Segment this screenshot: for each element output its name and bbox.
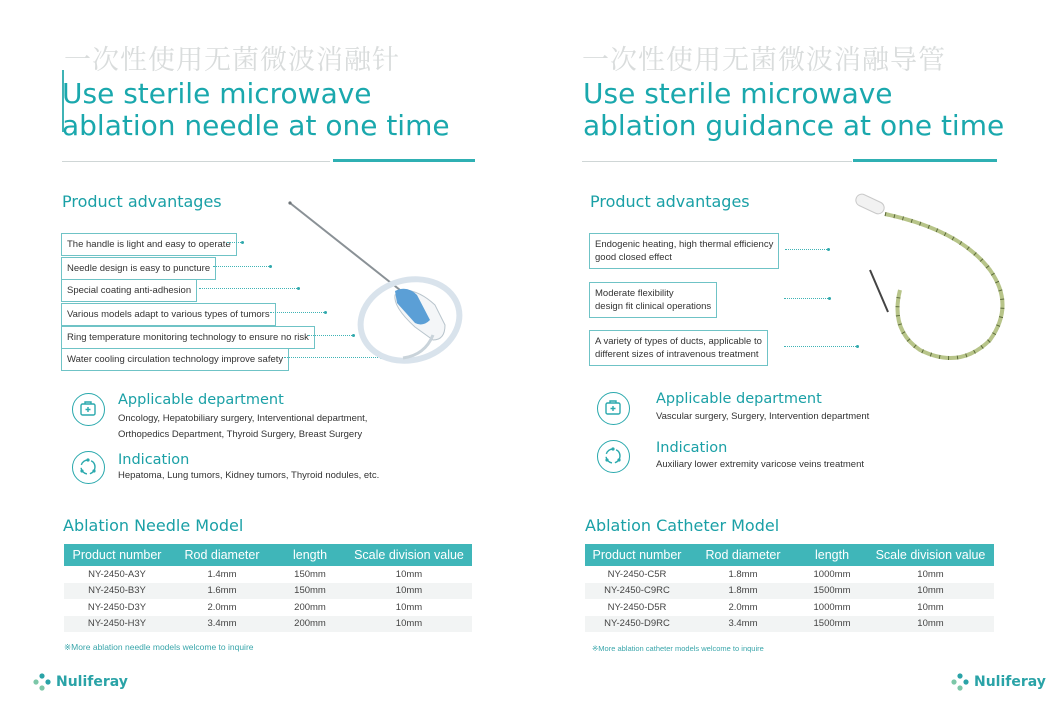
table-row — [64, 566, 472, 583]
english-title-line2: ablation guidance at one time — [583, 109, 1005, 142]
department-line: Orthopedics Department, Thyroid Surgery, Breast Surgery — [118, 429, 363, 440]
logo-text: Nuliferay — [56, 674, 128, 690]
logo-text: Nuliferay — [974, 674, 1046, 690]
footnote: ※More ablation needle models welcome to inquire — [64, 642, 254, 652]
table-cell: 1.8mm — [689, 583, 797, 600]
column-header: Product number — [585, 544, 689, 566]
needle-model-table — [64, 544, 472, 633]
table-cell: 1500mm — [797, 616, 867, 633]
table-cell: 2.0mm — [170, 599, 274, 616]
table-cell: 1.4mm — [170, 566, 274, 583]
indication-title: Indication — [118, 452, 190, 468]
table-row — [585, 566, 994, 583]
column-header: Scale division value — [867, 544, 994, 566]
brand-logo — [32, 672, 128, 692]
indication-text: Hepatoma, Lung tumors, Kidney tumors, Thyroid nodules, etc. — [118, 470, 380, 481]
column-header: length — [274, 544, 346, 566]
table-cell: 10mm — [346, 566, 472, 583]
ablation-needle-image — [285, 195, 465, 370]
department-text: Vascular surgery, Surgery, Intervention department — [656, 411, 870, 422]
indication-title: Indication — [656, 440, 728, 456]
column-header: length — [797, 544, 867, 566]
leader-line — [213, 266, 269, 267]
divider-accent — [853, 159, 997, 162]
leader-line — [784, 298, 828, 299]
divider-accent — [333, 159, 475, 162]
table-cell: 2.0mm — [689, 599, 797, 616]
table-row — [585, 616, 994, 633]
advantage-item — [589, 330, 768, 366]
english-title-line1: Use sterile microwave — [62, 77, 372, 110]
advantage-item: Water cooling circulation technology improve safety — [61, 348, 289, 371]
leader-line — [227, 242, 241, 243]
footnote: ※More ablation catheter models welcome to inquire — [592, 644, 764, 653]
table-cell: 10mm — [867, 583, 994, 600]
first-aid-kit-icon — [72, 393, 105, 426]
model-title: Ablation Needle Model — [63, 516, 244, 535]
advantage-item: The handle is light and easy to operate — [61, 233, 237, 256]
chinese-title: 一次性使用无菌微波消融针 — [64, 45, 400, 76]
advantage-item: Special coating anti-adhesion — [61, 279, 197, 302]
table-cell: 1000mm — [797, 566, 867, 583]
table-cell: 10mm — [346, 616, 472, 633]
table-row — [64, 599, 472, 616]
english-title — [62, 78, 450, 142]
column-header: Rod diameter — [170, 544, 274, 566]
advantage-line: design fit clinical operations — [595, 301, 712, 312]
advantage-line: Moderate flexibility — [595, 288, 674, 299]
table-cell: 1500mm — [797, 583, 867, 600]
table-cell: 1000mm — [797, 599, 867, 616]
table-row — [64, 583, 472, 600]
cycle-icon — [72, 451, 105, 484]
leader-line — [199, 288, 297, 289]
table-row — [64, 616, 472, 633]
table-header-row — [585, 544, 994, 566]
table-cell: 10mm — [867, 616, 994, 633]
leader-line — [785, 249, 827, 250]
department-title: Applicable department — [118, 392, 284, 408]
indication-text: Auxiliary lower extremity varicose veins treatment — [656, 459, 865, 470]
department-text — [118, 411, 367, 443]
brand-logo — [950, 672, 1046, 692]
table-cell: 200mm — [274, 599, 346, 616]
table-cell: 10mm — [346, 583, 472, 600]
advantage-item: Ring temperature monitoring technology to ensure no risk — [61, 326, 315, 349]
advantages-title: Product advantages — [590, 192, 750, 211]
catheter-model-table — [585, 544, 994, 633]
table-row — [585, 583, 994, 600]
column-header: Scale division value — [346, 544, 472, 566]
leader-dot — [241, 241, 244, 244]
advantage-item — [589, 233, 779, 269]
english-title — [583, 78, 1004, 142]
table-cell: 10mm — [867, 566, 994, 583]
cycle-icon — [597, 440, 630, 473]
department-title: Applicable department — [656, 391, 822, 407]
advantage-item — [589, 282, 717, 318]
advantage-line: A variety of types of ducts, applicable to — [595, 336, 762, 347]
advantage-line: different sizes of intravenous treatment — [595, 349, 759, 360]
table-cell: NY-2450-B3Y — [64, 583, 170, 600]
divider-line — [582, 161, 852, 162]
table-cell: NY-2450-H3Y — [64, 616, 170, 633]
english-title-line2: ablation needle at one time — [62, 109, 450, 142]
table-cell: 3.4mm — [689, 616, 797, 633]
table-cell: 10mm — [346, 599, 472, 616]
table-cell: 10mm — [867, 599, 994, 616]
advantage-item: Various models adapt to various types of tumors — [61, 303, 276, 326]
column-header: Product number — [64, 544, 170, 566]
table-cell: NY-2450-C5R — [585, 566, 689, 583]
table-cell: NY-2450-D5R — [585, 599, 689, 616]
chinese-title: 一次性使用无菌微波消融导管 — [582, 45, 946, 76]
table-cell: 1.8mm — [689, 566, 797, 583]
divider-line — [62, 161, 330, 162]
leader-dot — [269, 265, 272, 268]
department-line: Oncology, Hepatobiliary surgery, Interventional department, — [118, 413, 368, 424]
english-title-line1: Use sterile microwave — [583, 77, 893, 110]
table-cell: 150mm — [274, 583, 346, 600]
table-header-row — [64, 544, 472, 566]
table-cell: NY-2450-D3Y — [64, 599, 170, 616]
nuliferay-logo-icon — [950, 672, 970, 692]
advantages-title: Product advantages — [62, 192, 222, 211]
table-cell: NY-2450-C9RC — [585, 583, 689, 600]
advantage-line: Endogenic heating, high thermal efficiency — [595, 239, 774, 250]
table-cell: NY-2450-A3Y — [64, 566, 170, 583]
table-cell: NY-2450-D9RC — [585, 616, 689, 633]
table-cell: 3.4mm — [170, 616, 274, 633]
first-aid-kit-icon — [597, 392, 630, 425]
table-cell: 200mm — [274, 616, 346, 633]
table-cell: 1.6mm — [170, 583, 274, 600]
advantage-line: good closed effect — [595, 252, 672, 263]
table-cell: 150mm — [274, 566, 346, 583]
column-header: Rod diameter — [689, 544, 797, 566]
model-title: Ablation Catheter Model — [585, 516, 780, 535]
catheter-panel — [530, 0, 1060, 712]
advantage-item: Needle design is easy to puncture — [61, 257, 216, 280]
nuliferay-logo-icon — [32, 672, 52, 692]
ablation-catheter-image — [830, 190, 1030, 380]
table-row — [585, 599, 994, 616]
